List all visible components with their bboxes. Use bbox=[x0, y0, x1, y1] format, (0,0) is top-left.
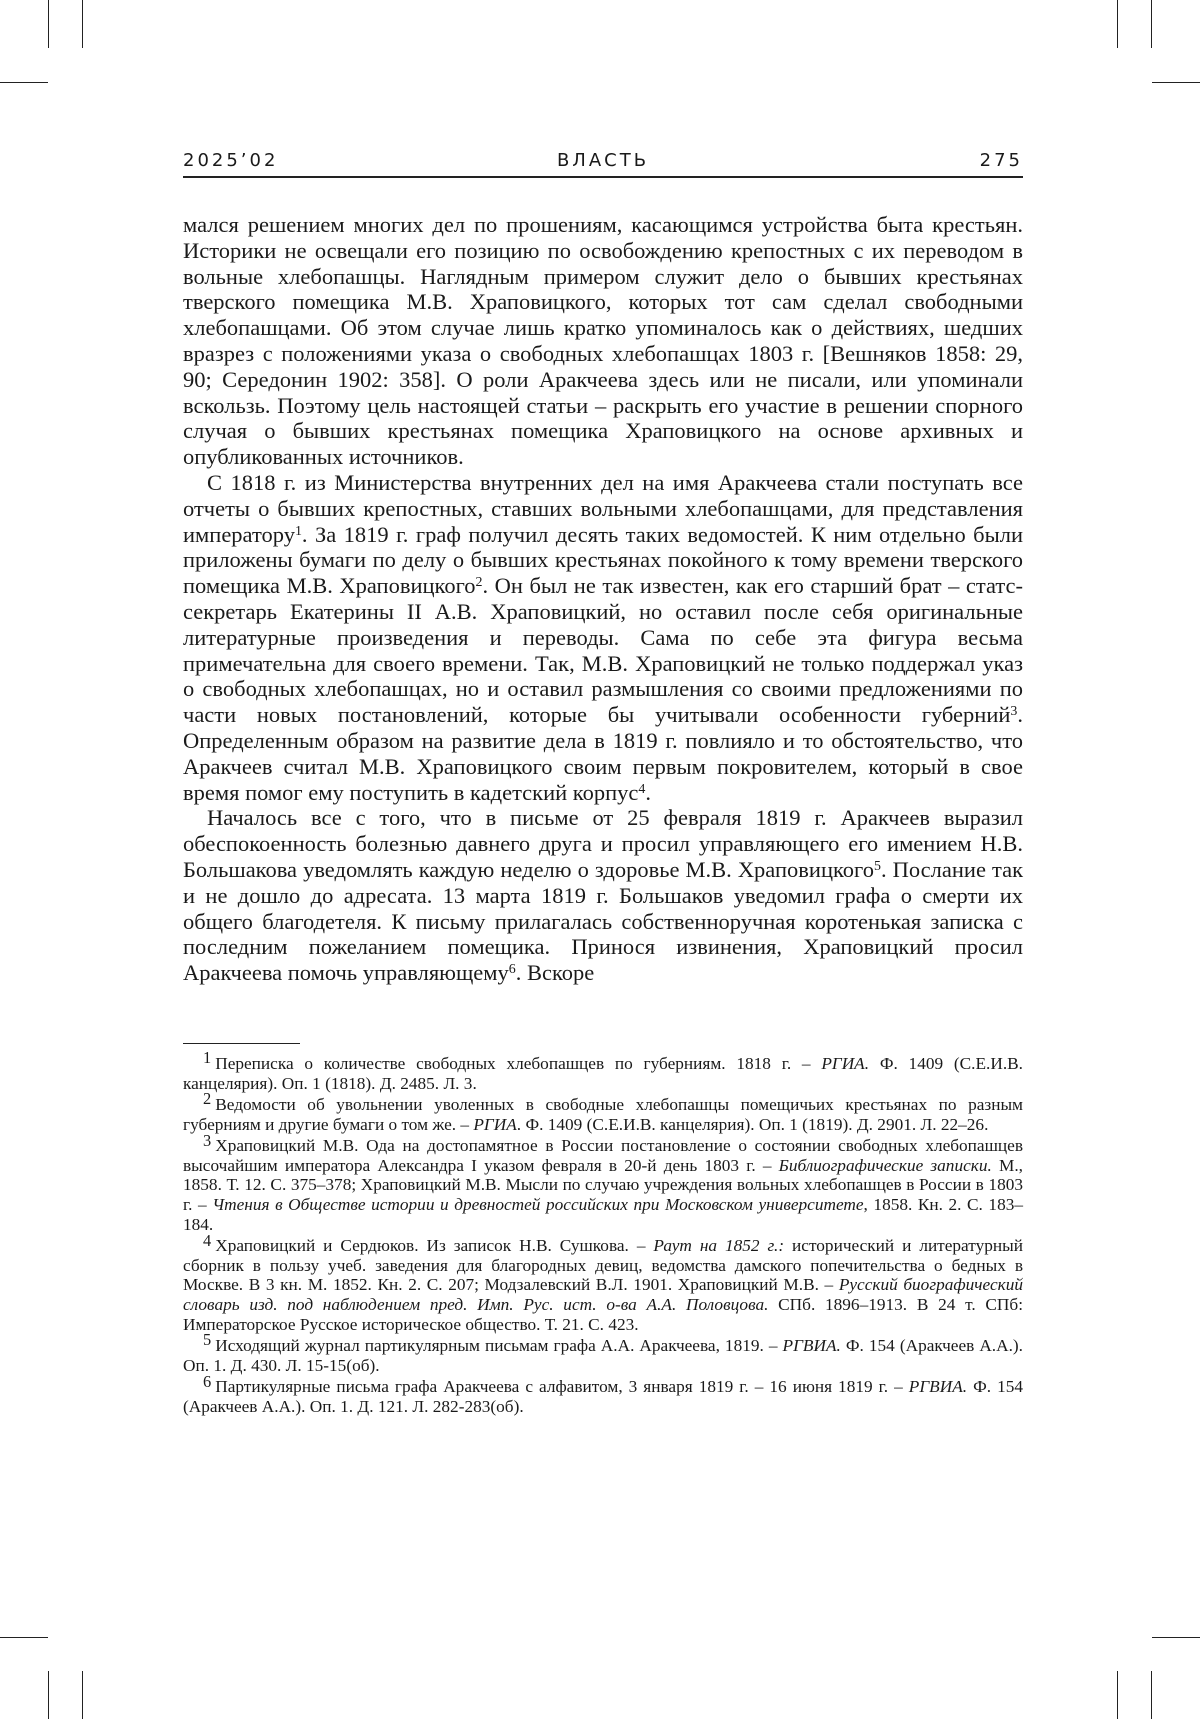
footnote bbox=[183, 1336, 1023, 1375]
footnote-text: СПб. 1896–1913. В 24 т. СПб: Императорское Русское историческое общество. Т. 21. С. 423. bbox=[183, 1295, 1023, 1334]
journal-page bbox=[183, 150, 1023, 1419]
footnote-text: Ведомости об увольнении уволенных в свободные хлебопашцы помещичьих крестьянах по разным губерниям и другие бумаги о том же. – bbox=[183, 1095, 1023, 1134]
archive-name: РГИА bbox=[473, 1115, 516, 1134]
publication-title: Чтения в Обществе истории и древностей российских при Московском университете bbox=[212, 1195, 863, 1214]
archive-name: РГИА. bbox=[821, 1054, 869, 1073]
crop-mark bbox=[0, 1637, 48, 1638]
journal-title: ВЛАСТЬ bbox=[183, 150, 1023, 171]
crop-mark bbox=[48, 0, 49, 48]
crop-mark bbox=[1152, 1637, 1200, 1638]
paragraph-text: . Вскоре bbox=[516, 960, 595, 985]
footnote-text: М., 1858. Т. 12. С. 375–378; Храповицкий М.В. Мысли по случаю учреждения вольных хлебопашцев в России в 1803 г. – bbox=[183, 1156, 1023, 1214]
publication-title: Русский биографический словарь изд. под наблюдением пред. Имп. Рус. ист. о-ва А.А. Половцова. bbox=[183, 1275, 1023, 1314]
crop-mark bbox=[1117, 1671, 1118, 1719]
footnote-text: Ф. 154 (Аракчеев А.А.). Оп. 1. Д. 430. Л. 15-15(об). bbox=[183, 1336, 1023, 1375]
footnote-ref[interactable]: 1 bbox=[295, 524, 302, 539]
footnote-ref[interactable]: 4 bbox=[638, 782, 645, 797]
footnote bbox=[183, 1136, 1023, 1234]
crop-mark bbox=[48, 1671, 49, 1719]
archive-name: РГВИА. bbox=[783, 1336, 841, 1355]
footnote-text: Исходящий журнал партикулярным письмам графа А.А. Аракчеева, 1819. – bbox=[215, 1336, 782, 1355]
footnote-text: Партикулярные письма графа Аракчеева с алфавитом, 3 января 1819 г. – 16 июня 1819 г. – bbox=[215, 1377, 909, 1396]
footnote-text: . Ф. 1409 (С.Е.И.В. канцелярия). Оп. 1 (1819). Д. 2901. Л. 22–26. bbox=[517, 1115, 989, 1134]
paragraph bbox=[183, 805, 1023, 986]
issue-number: 2025’02 bbox=[183, 150, 278, 171]
footnote-text: Ф. 154 (Аракчеев А.А.). Оп. 1. Д. 121. Л. 282-283(об). bbox=[183, 1377, 1023, 1416]
paragraph-text: . За 1819 г. граф получил десять таких ведомостей. К ним отдельно были приложены бумаги по делу о бывших крестьянах покойного к тому времени тверского помещика М.В. Храповицкого bbox=[183, 522, 1023, 599]
footnote-ref[interactable]: 2 bbox=[476, 575, 483, 590]
publication-title: Библиографические записки. bbox=[779, 1156, 992, 1175]
paragraph-text: . Определенным образом на развитие дела в 1819 г. повлияло и то обстоятельство, что Аракчеев считал М.В. Храповицкого своим первым покровителем, который в свое время помог ему поступить в кадетский корпус bbox=[183, 702, 1023, 804]
footnote-text: Храповицкий М.В. Ода на достопамятное в России постановление о состоянии свободных хлебопашцев высочайшим императора Александра I указом февраля в 20-й день 1803 г. – bbox=[183, 1136, 1023, 1175]
crop-mark bbox=[82, 0, 83, 48]
footnotes bbox=[183, 1054, 1023, 1417]
footnote bbox=[183, 1377, 1023, 1416]
archive-name: РГВИА. bbox=[909, 1377, 967, 1396]
paragraph-text: . Послание так и не дошло до адресата. 13 марта 1819 г. Большаков уведомил графа о смерти их общего благодетеля. К письму прилагалась собственноручная коротенькая записка с последним пожеланием помещика. Принося извинения, Храповицкий просил Аракчеева помочь управляющему bbox=[183, 857, 1023, 985]
crop-mark bbox=[1151, 0, 1152, 48]
crop-mark bbox=[1117, 0, 1118, 48]
footnote-number: 1 bbox=[203, 1048, 211, 1067]
footnote-ref[interactable]: 3 bbox=[1010, 704, 1017, 719]
paragraph bbox=[183, 212, 1023, 470]
footnote bbox=[183, 1054, 1023, 1093]
footnote-number: 5 bbox=[203, 1330, 211, 1349]
publication-title: Раут на 1852 г.: bbox=[653, 1236, 784, 1255]
crop-mark bbox=[82, 1671, 83, 1719]
footnote-text: исторический и литературный сборник в пользу учеб. заведения для благородных девиц, ведомства дамского попечительства о бедных в Москве. В 3 кн. М. 1852. Кн. 2. С. 207; Модзалевский В.Л. 1901. Храповицкий М.В. – bbox=[183, 1236, 1023, 1294]
article-body bbox=[183, 212, 1023, 986]
footnote bbox=[183, 1236, 1023, 1334]
paragraph-text: С 1818 г. из Министерства внутренних дел на имя Аракчеева стали поступать все отчеты о бывших крепостных, ставших вольными хлебопашцами, для представления императору bbox=[183, 470, 1023, 547]
footnote-separator bbox=[183, 1043, 300, 1044]
footnote-ref[interactable]: 5 bbox=[874, 859, 881, 874]
footnote-number: 2 bbox=[203, 1089, 211, 1108]
page-number: 275 bbox=[980, 150, 1023, 171]
crop-mark bbox=[1152, 82, 1200, 83]
footnote-text: Переписка о количестве свободных хлебопашцев по губерниям. 1818 г. – bbox=[215, 1054, 821, 1073]
footnote bbox=[183, 1095, 1023, 1134]
footnote-text: , 1858. Кн. 2. С. 183–184. bbox=[183, 1195, 1023, 1234]
paragraph-text: . bbox=[645, 780, 651, 805]
crop-mark bbox=[1151, 1671, 1152, 1719]
crop-mark bbox=[0, 82, 48, 83]
paragraph bbox=[183, 470, 1023, 805]
running-header bbox=[183, 150, 1023, 178]
footnote-text: Ф. 1409 (С.Е.И.В. канцелярия). Оп. 1 (1818). Д. 2485. Л. 3. bbox=[183, 1054, 1023, 1093]
footnote-text: Храповицкий и Сердюков. Из записок Н.В. Сушкова. – bbox=[215, 1236, 653, 1255]
paragraph-text: Началось все с того, что в письме от 25 февраля 1819 г. Аракчеев выразил обеспокоенность болезнью давнего друга и просил управляющего его имением Н.В. Большакова уведомлять каждую неделю о здоровье М.В. Храповицкого bbox=[183, 805, 1023, 882]
footnote-number: 3 bbox=[203, 1131, 211, 1150]
paragraph-text: мался решением многих дел по прошениям, касающимся устройства быта крестьян. Историки не освещали его позицию по освобождению крепостных с их переводом в вольные хлебопашцы. Наглядным примером служит дело о бывших крестьянах тверского помещика М.В. Храповицкого, которых тот сам сделал свободными хлебопашцами. Об этом случае лишь кратко упоминалось как о действиях, шедших вразрез с положениями указа о свободных хлебопашцах 1803 г. [Вешняков 1858: 29, 90; Середонин 1902: 358]. О роли Аракчеева здесь или не писали, или упоминали вскользь. Поэтому цель настоящей статьи – раскрыть его участие в решении спорного случая о бывших крестьянах помещика Храповицкого на основе архивных и опубликованных источников. bbox=[183, 212, 1023, 469]
paragraph-text: . Он был не так известен, как его старший брат – статс-секретарь Екатерины II А.В. Храповицкий, но оставил после себя оригинальные литературные произведения и переводы. Сама по себе эта фигура весьма примечательна для своего времени. Так, М.В. Храповицкий не только поддержал указ о свободных хлебопашцах, но и оставил размышления со своими предложениями по части новых постановлений, которые бы учитывали особенности губерний bbox=[183, 573, 1023, 727]
footnote-number: 6 bbox=[203, 1372, 211, 1391]
footnote-ref[interactable]: 6 bbox=[509, 962, 516, 977]
footnote-number: 4 bbox=[203, 1231, 211, 1250]
